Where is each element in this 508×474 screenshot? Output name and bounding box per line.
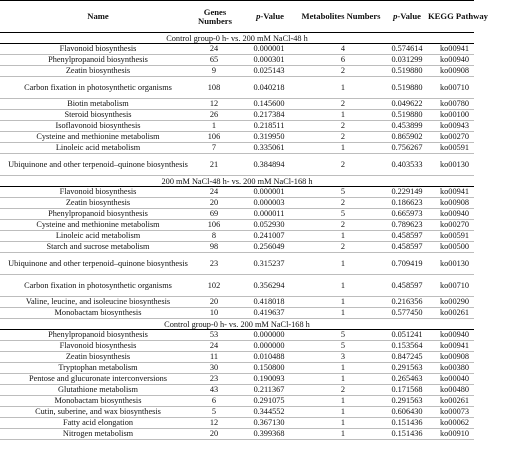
metabolites-number: 2: [340, 121, 346, 130]
metabolites-p-value: 0.709419: [391, 258, 423, 268]
genes-p-value: 0.367130: [253, 418, 285, 427]
genes-number: 6: [211, 396, 217, 405]
kegg-pathway-id: ko00290: [440, 297, 470, 306]
metabolites-p-value: 0.171568: [391, 385, 423, 394]
metabolites-number: 2: [340, 242, 346, 251]
pathway-name: Starch and sucrose metabolism: [46, 242, 150, 251]
header-p-suffix: -Value: [260, 11, 284, 22]
kegg-pathway-id: ko00261: [440, 308, 470, 317]
table-row: [0, 44, 474, 55]
genes-p-value: 0.150800: [253, 363, 285, 372]
metabolites-number: 1: [340, 407, 346, 416]
genes-number: 24: [209, 44, 219, 53]
metabolites-number: 1: [340, 258, 346, 268]
table-row: [0, 154, 474, 176]
genes-number: 26: [209, 110, 219, 119]
kegg-pathway-id: ko00908: [440, 198, 470, 207]
table-row: [0, 132, 474, 143]
metabolites-p-value: 0.265463: [391, 374, 423, 383]
table-row: [0, 418, 474, 429]
pathway-name: Phenylpropanoid biosynthesis: [48, 209, 148, 218]
metabolites-number: 1: [340, 429, 346, 438]
pathway-name: Flavonoid biosynthesis: [59, 187, 137, 196]
genes-p-value: 0.384894: [253, 159, 285, 169]
genes-number: 12: [209, 99, 219, 108]
genes-p-value: 0.315237: [253, 258, 285, 268]
kegg-pathway-id: ko00940: [440, 209, 470, 218]
pathway-name: Isoflavonoid biosynthesis: [55, 121, 141, 130]
kegg-pathway-id: ko00040: [440, 374, 470, 383]
header-genes-numbers: Genes Numbers: [198, 6, 232, 26]
table-row: [0, 198, 474, 209]
genes-p-value: 0.000003: [253, 198, 285, 207]
genes-number: 106: [207, 132, 221, 141]
genes-p-value: 0.000001: [253, 187, 285, 196]
pathway-name: Nitrogen metabolism: [62, 429, 134, 438]
table-row: [0, 231, 474, 242]
kegg-pathway-id: ko00910: [440, 429, 470, 438]
genes-p-value: 0.241007: [253, 231, 285, 240]
kegg-pathway-id: ko00908: [440, 352, 470, 361]
pathway-name: Fatty acid elongation: [62, 418, 134, 427]
kegg-pathway-id: ko00591: [440, 143, 470, 152]
pathway-name: Phenylpropanoid biosynthesis: [48, 55, 148, 64]
group-title: Control group-0 h- vs. 200 mM NaCl-168 h: [164, 319, 310, 329]
genes-p-value: 0.399368: [253, 429, 285, 438]
metabolites-p-value: 0.458597: [391, 242, 423, 251]
table-row: [0, 407, 474, 418]
genes-p-value: 0.291075: [253, 396, 285, 405]
metabolites-number: 1: [340, 308, 346, 317]
table-row: [0, 352, 474, 363]
pathway-name: Flavonoid biosynthesis: [59, 44, 137, 53]
pathway-name: Cutin, suberine, and wax biosynthesis: [35, 407, 161, 416]
table-row: [0, 242, 474, 253]
metabolites-p-value: 0.049622: [391, 99, 423, 108]
genes-p-value: 0.335061: [253, 143, 285, 152]
metabolites-number: 1: [340, 374, 346, 383]
pathway-name: Zeatin biosynthesis: [65, 66, 131, 75]
kegg-pathway-id: ko00100: [440, 110, 470, 119]
genes-number: 20: [209, 297, 219, 306]
header-p2-italic: p: [393, 11, 398, 22]
genes-p-value: 0.025143: [253, 66, 285, 75]
kegg-pathway-id: ko00500: [440, 242, 470, 251]
metabolites-p-value: 0.789623: [391, 220, 423, 229]
table-row: [0, 143, 474, 154]
genes-number: 8: [211, 231, 217, 240]
metabolites-number: 3: [340, 352, 346, 361]
metabolites-p-value: 0.519880: [391, 66, 423, 75]
genes-p-value: 0.218511: [253, 121, 285, 130]
metabolites-p-value: 0.031299: [391, 55, 423, 64]
metabolites-number: 1: [340, 297, 346, 306]
metabolites-p-value: 0.519880: [391, 110, 423, 119]
table-row: [0, 110, 474, 121]
genes-number: 1: [211, 121, 217, 130]
genes-number: 24: [209, 187, 219, 196]
genes-number: 7: [211, 143, 217, 152]
metabolites-p-value: 0.403533: [391, 159, 423, 169]
genes-p-value: 0.040218: [253, 82, 285, 92]
kegg-pathway-id: ko00261: [440, 396, 470, 405]
metabolites-number: 1: [340, 82, 346, 92]
table-row: [0, 429, 474, 440]
pathway-name: Cysteine and methionine metabolism: [36, 132, 160, 141]
table-row: [0, 209, 474, 220]
kegg-pathway-id: ko00270: [440, 220, 470, 229]
kegg-pathway-id: ko00943: [440, 121, 470, 130]
metabolites-number: 5: [340, 330, 346, 339]
metabolites-number: 2: [340, 220, 346, 229]
genes-number: 53: [209, 330, 219, 339]
genes-p-value: 0.211367: [253, 385, 285, 394]
table-row: [0, 66, 474, 77]
table-row: [0, 330, 474, 341]
pathway-name: Biotin metabolism: [67, 99, 129, 108]
genes-number: 102: [207, 280, 221, 290]
metabolites-p-value: 0.519880: [391, 82, 423, 92]
metabolites-number: 2: [340, 385, 346, 394]
table-row: [0, 308, 474, 319]
genes-p-value: 0.000011: [253, 209, 285, 218]
genes-number: 30: [209, 363, 219, 372]
metabolites-p-value: 0.577450: [391, 308, 423, 317]
table-row: [0, 99, 474, 110]
genes-p-value: 0.256049: [253, 242, 285, 251]
genes-number: 43: [209, 385, 219, 394]
table-row: [0, 220, 474, 231]
pathway-name: Zeatin biosynthesis: [65, 198, 131, 207]
pathway-name: Phenylpropanoid biosynthesis: [48, 330, 148, 339]
genes-p-value: 0.419637: [253, 308, 285, 317]
pathway-name: Valine, leucine, and isoleucine biosynthesis: [25, 297, 171, 306]
group-heading-row: [0, 319, 474, 330]
genes-p-value: 0.052930: [253, 220, 285, 229]
genes-p-value: 0.000000: [253, 341, 285, 350]
header-p2-suffix: -Value: [397, 11, 421, 22]
kegg-pathway-id: ko00908: [440, 66, 470, 75]
kegg-pathway-id: ko00062: [440, 418, 470, 427]
table-row: [0, 297, 474, 308]
pathway-name: Steroid biosynthesis: [64, 110, 132, 119]
metabolites-p-value: 0.756267: [391, 143, 423, 152]
genes-p-value: 0.190093: [253, 374, 285, 383]
table-row: [0, 77, 474, 99]
header-name: Name: [87, 11, 109, 22]
table-header: [0, 0, 488, 33]
metabolites-number: 1: [340, 418, 346, 427]
kegg-pathway-id: ko00591: [440, 231, 470, 240]
genes-number: 10: [209, 308, 219, 317]
kegg-pathway-id: ko00941: [440, 187, 470, 196]
genes-p-value: 0.319950: [253, 132, 285, 141]
genes-number: 20: [209, 429, 219, 438]
metabolites-number: 2: [340, 66, 346, 75]
kegg-pathway-id: ko00380: [440, 363, 470, 372]
metabolites-number: 2: [340, 99, 346, 108]
pathway-name: Zeatin biosynthesis: [65, 352, 131, 361]
pathway-name: Carbon fixation in photosynthetic organisms: [24, 280, 172, 290]
metabolites-number: 2: [340, 159, 346, 169]
pathway-name: Carbon fixation in photosynthetic organisms: [24, 82, 172, 92]
kegg-pathway-id: ko00940: [440, 55, 470, 64]
genes-number: 12: [209, 418, 219, 427]
pathway-name: Monobactam biosynthesis: [54, 396, 142, 405]
metabolites-number: 1: [340, 143, 346, 152]
genes-p-value: 0.344552: [253, 407, 285, 416]
genes-number: 69: [209, 209, 219, 218]
metabolites-p-value: 0.453899: [391, 121, 423, 130]
metabolites-p-value: 0.051241: [391, 330, 423, 339]
metabolites-number: 1: [340, 280, 346, 290]
metabolites-p-value: 0.216356: [391, 297, 423, 306]
metabolites-number: 5: [340, 187, 346, 196]
metabolites-p-value: 0.574614: [391, 44, 423, 53]
group-title: Control group-0 h- vs. 200 mM NaCl-48 h: [166, 33, 308, 43]
genes-p-value: 0.145600: [253, 99, 285, 108]
metabolites-number: 6: [340, 55, 346, 64]
metabolites-number: 1: [340, 396, 346, 405]
genes-number: 23: [209, 374, 219, 383]
genes-p-value: 0.000301: [253, 55, 285, 64]
table-row: [0, 253, 474, 275]
genes-number: 11: [210, 352, 218, 361]
header-p-value: [244, 1, 296, 33]
table-row: [0, 341, 474, 352]
header-kegg-pathway: KEGG Pathway: [428, 11, 488, 22]
genes-p-value: 0.010488: [253, 352, 285, 361]
table-row: [0, 385, 474, 396]
table-row: [0, 374, 474, 385]
pathway-name: Ubiquinone and other terpenoid–quinone biosynthesis: [8, 258, 188, 268]
table-row: [0, 187, 474, 198]
genes-number: 65: [209, 55, 219, 64]
genes-p-value: 0.217384: [253, 110, 285, 119]
pathway-name: Pentose and glucuronate interconversions: [28, 374, 167, 383]
pathway-name: Linoleic acid metabolism: [55, 143, 141, 152]
metabolites-p-value: 0.151436: [391, 418, 423, 427]
group-heading-row: [0, 33, 474, 44]
kegg-pathway-id: ko00270: [440, 132, 470, 141]
kegg-pathway-id: ko00941: [440, 341, 470, 350]
genes-number: 24: [209, 341, 219, 350]
genes-p-value: 0.356294: [253, 280, 285, 290]
metabolites-number: 5: [340, 341, 346, 350]
pathway-name: Glutathione metabolism: [58, 385, 138, 394]
genes-number: 20: [209, 198, 219, 207]
group-heading-row: [0, 176, 474, 187]
metabolites-p-value: 0.151436: [391, 429, 423, 438]
metabolites-p-value: 0.847245: [391, 352, 423, 361]
metabolites-number: 5: [340, 209, 346, 218]
header-p-value-metabolites: [381, 1, 433, 33]
header-metabolites-numbers: Metabolites Numbers: [301, 11, 381, 22]
genes-number: 108: [207, 82, 221, 92]
metabolites-p-value: 0.291563: [391, 363, 423, 372]
kegg-pathway-id: ko00130: [440, 258, 470, 268]
table-row: [0, 55, 474, 66]
kegg-pathway-id: ko00710: [440, 280, 470, 290]
kegg-pathway-id: ko00940: [440, 330, 470, 339]
genes-number: 9: [211, 66, 217, 75]
table-row: [0, 396, 474, 407]
metabolites-number: 4: [340, 44, 346, 53]
header-p-italic: p: [256, 11, 261, 22]
metabolites-p-value: 0.865902: [391, 132, 423, 141]
pathway-name: Linoleic acid metabolism: [55, 231, 141, 240]
metabolites-number: 2: [340, 198, 346, 207]
metabolites-p-value: 0.153564: [391, 341, 423, 350]
genes-number: 106: [207, 220, 221, 229]
metabolites-number: 1: [340, 110, 346, 119]
genes-number: 21: [209, 159, 219, 169]
metabolites-number: 2: [340, 132, 346, 141]
pathway-name: Ubiquinone and other terpenoid–quinone biosynthesis: [8, 159, 188, 169]
metabolites-p-value: 0.606430: [391, 407, 423, 416]
kegg-pathway-id: ko00710: [440, 82, 470, 92]
genes-p-value: 0.000000: [253, 330, 285, 339]
group-title: 200 mM NaCl-48 h- vs. 200 mM NaCl-168 h: [161, 176, 313, 186]
table-row: [0, 363, 474, 374]
metabolites-p-value: 0.458597: [391, 280, 423, 290]
pathway-name: Cysteine and methionine metabolism: [36, 220, 160, 229]
table-body: [0, 33, 474, 440]
genes-number: 98: [209, 242, 219, 251]
metabolites-p-value: 0.186623: [391, 198, 423, 207]
metabolites-number: 1: [340, 231, 346, 240]
metabolites-p-value: 0.229149: [391, 187, 423, 196]
kegg-pathway-id: ko00941: [440, 44, 470, 53]
genes-p-value: 0.418018: [253, 297, 285, 306]
metabolites-p-value: 0.665973: [391, 209, 423, 218]
kegg-pathway-id: ko00780: [440, 99, 470, 108]
table-row: [0, 121, 474, 132]
pathway-name: Tryptophan metabolism: [58, 363, 138, 372]
metabolites-p-value: 0.291563: [391, 396, 423, 405]
pathway-name: Flavonoid biosynthesis: [59, 341, 137, 350]
metabolites-p-value: 0.458597: [391, 231, 423, 240]
genes-number: 5: [211, 407, 217, 416]
kegg-pathway-id: ko00480: [440, 385, 470, 394]
genes-p-value: 0.000001: [253, 44, 285, 53]
kegg-pathway-id: ko00073: [440, 407, 470, 416]
metabolites-number: 1: [340, 363, 346, 372]
kegg-pathway-id: ko00130: [440, 159, 470, 169]
pathway-name: Monobactam biosynthesis: [54, 308, 142, 317]
table-row: [0, 275, 474, 297]
genes-number: 23: [209, 258, 219, 268]
